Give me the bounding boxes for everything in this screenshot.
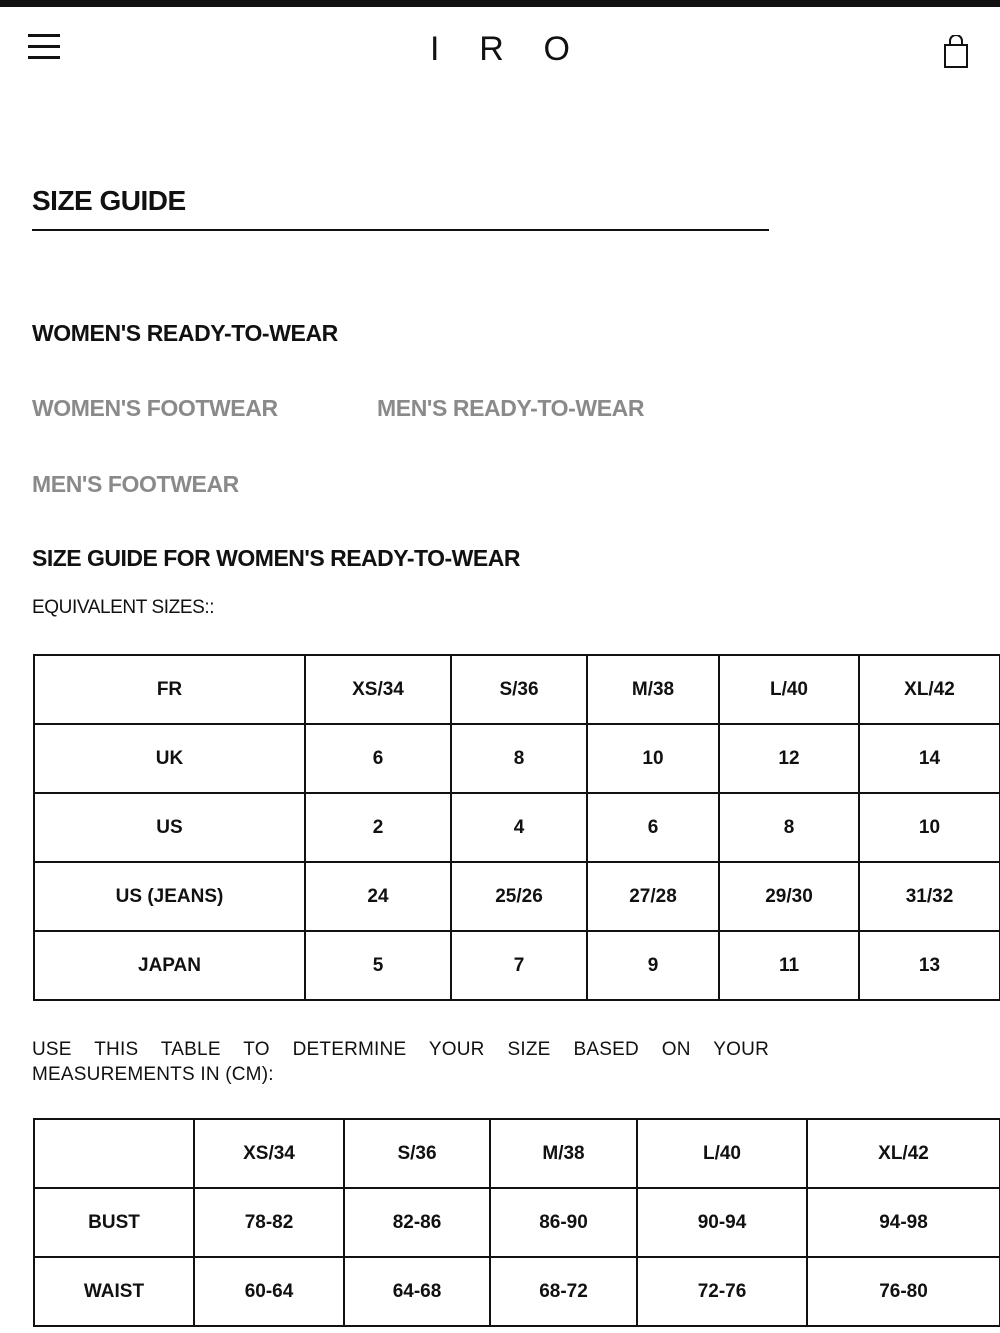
table-cell: 27/28 xyxy=(587,862,719,931)
table-cell: 64-68 xyxy=(344,1257,490,1326)
table-cell: 11 xyxy=(719,931,859,1000)
table-header-cell: XS/34 xyxy=(194,1119,344,1188)
table-row xyxy=(34,1257,1000,1326)
table-cell: 94-98 xyxy=(807,1188,1000,1257)
table-cell: 12 xyxy=(719,724,859,793)
equivalent-sizes-label: EQUIVALENT SIZES:: xyxy=(32,597,215,618)
table-cell: 8 xyxy=(451,724,587,793)
table-cell: 86-90 xyxy=(490,1188,637,1257)
logo-letter: I xyxy=(430,29,440,68)
table-header-cell: JAPAN xyxy=(34,931,305,1000)
table-row xyxy=(34,724,1000,793)
shopping-bag-icon[interactable] xyxy=(940,35,972,71)
table-header-cell: FR xyxy=(34,655,305,724)
table-header-cell: XS/34 xyxy=(305,655,451,724)
table-header-cell: BUST xyxy=(34,1188,194,1257)
logo-letter: R xyxy=(479,29,504,68)
tab-mens-ready-to-wear[interactable]: MEN'S READY-TO-WEAR xyxy=(377,395,645,421)
title-divider xyxy=(32,229,769,231)
table-cell: 68-72 xyxy=(490,1257,637,1326)
table-cell: 5 xyxy=(305,931,451,1000)
table-cell: 25/26 xyxy=(451,862,587,931)
table-cell: 6 xyxy=(587,793,719,862)
table-header-cell: M/38 xyxy=(587,655,719,724)
table-header-cell: M/38 xyxy=(490,1119,637,1188)
table-cell: 29/30 xyxy=(719,862,859,931)
table-cell: 7 xyxy=(451,931,587,1000)
table-cell: 24 xyxy=(305,862,451,931)
table-cell: 76-80 xyxy=(807,1257,1000,1326)
table-header-cell: XL/42 xyxy=(859,655,1000,724)
table-row xyxy=(34,1188,1000,1257)
measurements-table xyxy=(33,1118,1000,1327)
table-cell: 90-94 xyxy=(637,1188,807,1257)
table-header-cell: US xyxy=(34,793,305,862)
table-cell: 72-76 xyxy=(637,1257,807,1326)
table-header-cell: S/36 xyxy=(344,1119,490,1188)
table-row xyxy=(34,931,1000,1000)
table-cell: 31/32 xyxy=(859,862,1000,931)
table-cell: 13 xyxy=(859,931,1000,1000)
table-header-cell: UK xyxy=(34,724,305,793)
measurements-note: USE THIS TABLE TO DETERMINE YOUR SIZE BASED ON YOUR MEASUREMENTS IN (CM): xyxy=(32,1039,769,1085)
tab-womens-ready-to-wear[interactable]: WOMEN'S READY-TO-WEAR xyxy=(32,320,338,346)
table-header-cell: WAIST xyxy=(34,1257,194,1326)
table-header-cell xyxy=(34,1119,194,1188)
table-row xyxy=(34,862,1000,931)
table-cell: 14 xyxy=(859,724,1000,793)
table-header-cell: XL/42 xyxy=(807,1119,1000,1188)
table-cell: 6 xyxy=(305,724,451,793)
table-row xyxy=(34,793,1000,862)
table-cell: 78-82 xyxy=(194,1188,344,1257)
equivalent-sizes-table xyxy=(33,654,1000,1001)
table-header-cell: L/40 xyxy=(637,1119,807,1188)
table-cell: 4 xyxy=(451,793,587,862)
table-cell: 8 xyxy=(719,793,859,862)
table-cell: 10 xyxy=(587,724,719,793)
table-cell: 10 xyxy=(859,793,1000,862)
site-header xyxy=(0,7,1000,87)
table-row xyxy=(34,1119,1000,1188)
table-header-cell: US (JEANS) xyxy=(34,862,305,931)
logo-letter: O xyxy=(543,29,570,68)
table-cell: 60-64 xyxy=(194,1257,344,1326)
tab-mens-footwear[interactable]: MEN'S FOOTWEAR xyxy=(32,471,239,497)
table-cell: 82-86 xyxy=(344,1188,490,1257)
menu-icon[interactable] xyxy=(28,32,60,60)
table-cell: 2 xyxy=(305,793,451,862)
section-title: SIZE GUIDE FOR WOMEN'S READY-TO-WEAR xyxy=(32,545,520,571)
table-header-cell: S/36 xyxy=(451,655,587,724)
table-row xyxy=(34,655,1000,724)
table-header-cell: L/40 xyxy=(719,655,859,724)
table-cell: 9 xyxy=(587,931,719,1000)
page-title: SIZE GUIDE xyxy=(32,185,186,216)
brand-logo[interactable] xyxy=(430,29,570,69)
tab-womens-footwear[interactable]: WOMEN'S FOOTWEAR xyxy=(32,395,278,421)
top-border xyxy=(0,0,1000,7)
